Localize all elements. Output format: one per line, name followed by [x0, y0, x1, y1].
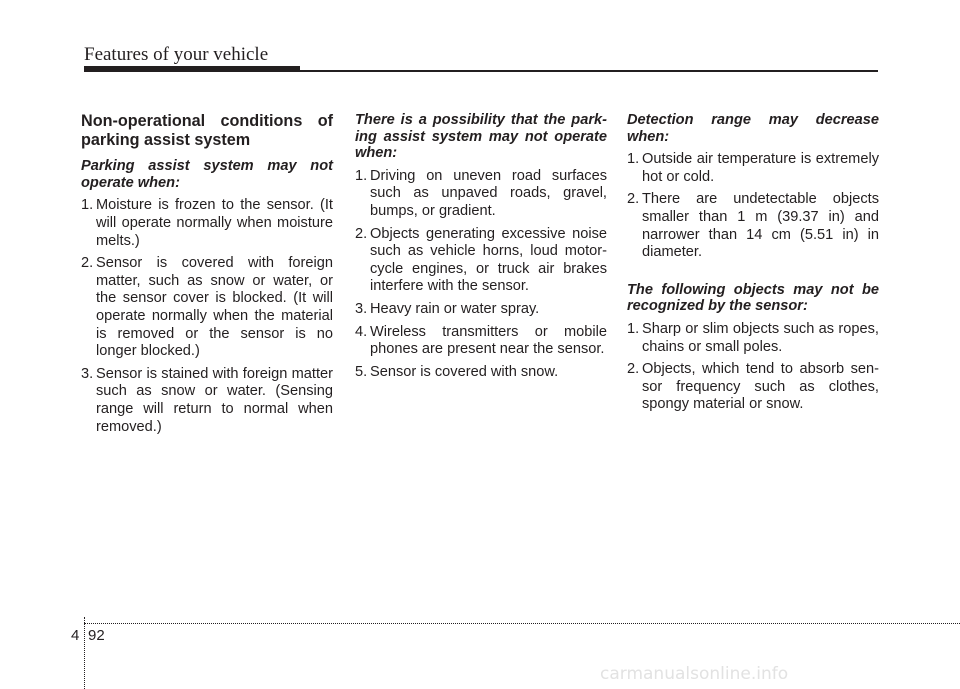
condition-list	[81, 197, 333, 436]
watermark: carmanualsonline.info	[600, 664, 789, 684]
list-item: 2. There are undetectable objects smaller than 1 m (39.37 in) and narrower than 14 cm (5.51 in) in diameter.	[627, 191, 879, 261]
list-item: 3. Heavy rain or water spray.	[355, 300, 540, 317]
list-item: 2. Objects, which tend to absorb sensor frequency such as clothes, spongy material or snow.	[627, 361, 879, 413]
section-title: Non-operational conditions of parking assist system	[81, 112, 333, 149]
page-number: 92	[88, 627, 105, 644]
subheading-detection-range: Detection range may decrease when:	[627, 112, 879, 145]
page-header-title: Features of your vehicle	[84, 44, 269, 65]
object-list	[627, 321, 879, 414]
list-item: 1. Moisture is frozen to the sensor. (It will operate normally when moisture melts.)	[81, 197, 333, 249]
condition-list	[355, 168, 607, 382]
chapter-number: 4	[71, 627, 80, 644]
subheading-objects-not-recognized: The following objects may not be recognized by the sensor:	[627, 281, 879, 315]
column-right	[627, 112, 879, 419]
subheading-may-not-operate: Parking assist system may not operate when:	[81, 158, 333, 191]
list-item: 2. Sensor is covered with foreign matter, such as snow or water, or the sensor cover is blocked. (It will operate normally when the material is removed or the sensor is no longer blocked.)	[81, 255, 333, 360]
list-item: 1. Sharp or slim objects such as ropes, chains or small poles.	[627, 320, 879, 355]
header-rule	[300, 70, 878, 72]
footer-divider	[84, 617, 85, 689]
subheading-possibility: There is a possibility that the parking assist system may not operate when:	[355, 112, 607, 162]
list-item: 1. Driving on uneven road surfaces such as unpaved roads, gravel, bumps, or gradient.	[355, 167, 607, 219]
column-middle	[355, 112, 607, 386]
list-item: 3. Sensor is stained with foreign matter such as snow or water. (Sensing range will return to normal when removed.)	[81, 365, 333, 435]
list-item: 2. Objects generating excessive noise such as vehicle horns, loud motorcycle engines, or truck air brakes interfere with the sensor.	[355, 225, 607, 295]
list-item: 1. Outside air temperature is extremely hot or cold.	[627, 151, 879, 185]
list-item: 4. Wireless transmitters or mobile phones are present near the sensor.	[355, 323, 607, 358]
column-left	[81, 112, 333, 441]
list-item: 5. Sensor is covered with snow.	[355, 363, 559, 380]
footer-rule	[84, 623, 960, 624]
header-rule-thick	[84, 66, 300, 72]
condition-list	[627, 151, 879, 262]
